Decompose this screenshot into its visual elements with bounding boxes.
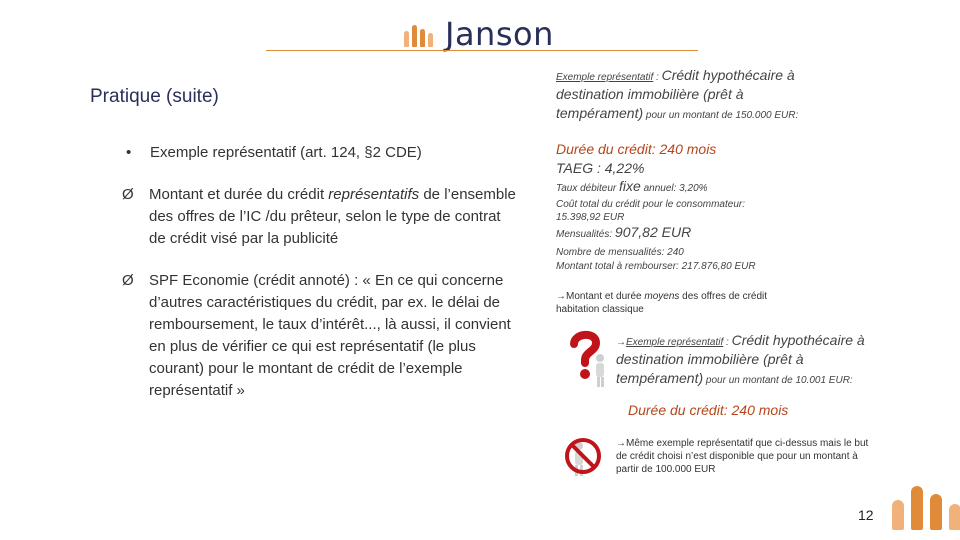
example-heading: Crédit hypothécaire à destination immobilière (prêt à tempérament)	[616, 332, 865, 386]
text-italic: moyens	[644, 291, 680, 302]
arrow-icon: →	[616, 337, 626, 348]
colon: :	[653, 72, 662, 83]
brand-name: Janson	[445, 15, 554, 53]
example-label: Exemple représentatif	[626, 337, 724, 348]
example-block-10001	[616, 331, 878, 388]
bullet-text: Exemple représentatif (art. 124, §2 CDE)	[150, 144, 422, 161]
text-part: Taux débiteur	[556, 183, 620, 194]
arrow-bullet-icon: Ø	[122, 186, 134, 203]
text-part: annuel: 3,20%	[640, 183, 708, 194]
average-offers-note	[556, 290, 806, 316]
header-divider	[266, 50, 698, 51]
corner-logo-mark-icon	[892, 486, 960, 530]
example-heading: Crédit hypothécaire à destination immobilière (prêt à tempérament)	[556, 67, 795, 121]
text-part: des offres de crédit habitation classique	[556, 291, 768, 315]
number-of-payments: Nombre de mensualités: 240	[556, 247, 684, 258]
text-italic: représentatifs	[328, 186, 420, 203]
janson-logo	[404, 14, 554, 54]
arrow-item-text	[149, 184, 521, 250]
arrow-item-text: SPF Economie (crédit annoté) : « En ce qui concerne d’autres caractéristiques du crédit, par ex. le délai de remboursement, le taux d’intérêt..., là aussi, il convient en plus de vérifier ce qui est représentatif (le plus courant) pour le montant de crédit de l’exemple représentatif »	[149, 272, 511, 399]
total-to-repay: Montant total à rembourser: 217.876,80 EUR	[556, 261, 756, 272]
text-part: Montant et durée du crédit	[149, 186, 329, 203]
credit-duration-2: Durée du crédit: 240 mois	[628, 402, 789, 418]
monthly-amount: 907,82 EUR	[614, 224, 692, 240]
monthly-payment	[556, 226, 796, 241]
janson-logo-mark-icon	[404, 21, 433, 47]
prohibited-sign-icon	[562, 432, 604, 478]
arrow-bullet-icon: Ø	[122, 272, 134, 289]
taeg-value: TAEG : 4,22%	[556, 160, 645, 176]
question-mark-person-icon	[566, 330, 614, 388]
text-part: →Montant et durée	[556, 291, 645, 302]
fixed-word: fixe	[619, 178, 641, 194]
example-label: Exemple représentatif	[556, 72, 654, 83]
example-amount: pour un montant de 150.000 EUR:	[643, 110, 799, 121]
page-number: 12	[858, 507, 874, 523]
slide-title: Pratique (suite)	[90, 86, 219, 107]
debit-rate	[556, 180, 816, 195]
colon: :	[723, 337, 732, 348]
text-part: Mensualités:	[556, 229, 615, 240]
same-example-note: →Même exemple représentatif que ci-dessus mais le but de crédit choisi n’est disponible que pour un montant à partir de 100.000 EUR	[616, 438, 869, 475]
credit-duration: Durée du crédit: 240 mois	[556, 141, 717, 157]
bullet-dot: •	[126, 144, 132, 161]
text-part: de l’ensemble des offres de l’IC /du prêteur, selon le type de contrat de crédit visé par la publicité	[149, 186, 516, 247]
total-credit-cost: Coût total du crédit pour le consommateur: 15.398,92 EUR	[556, 199, 745, 223]
example-amount: pour un montant de 10.001 EUR:	[703, 375, 853, 386]
example-block-150000	[556, 66, 818, 123]
